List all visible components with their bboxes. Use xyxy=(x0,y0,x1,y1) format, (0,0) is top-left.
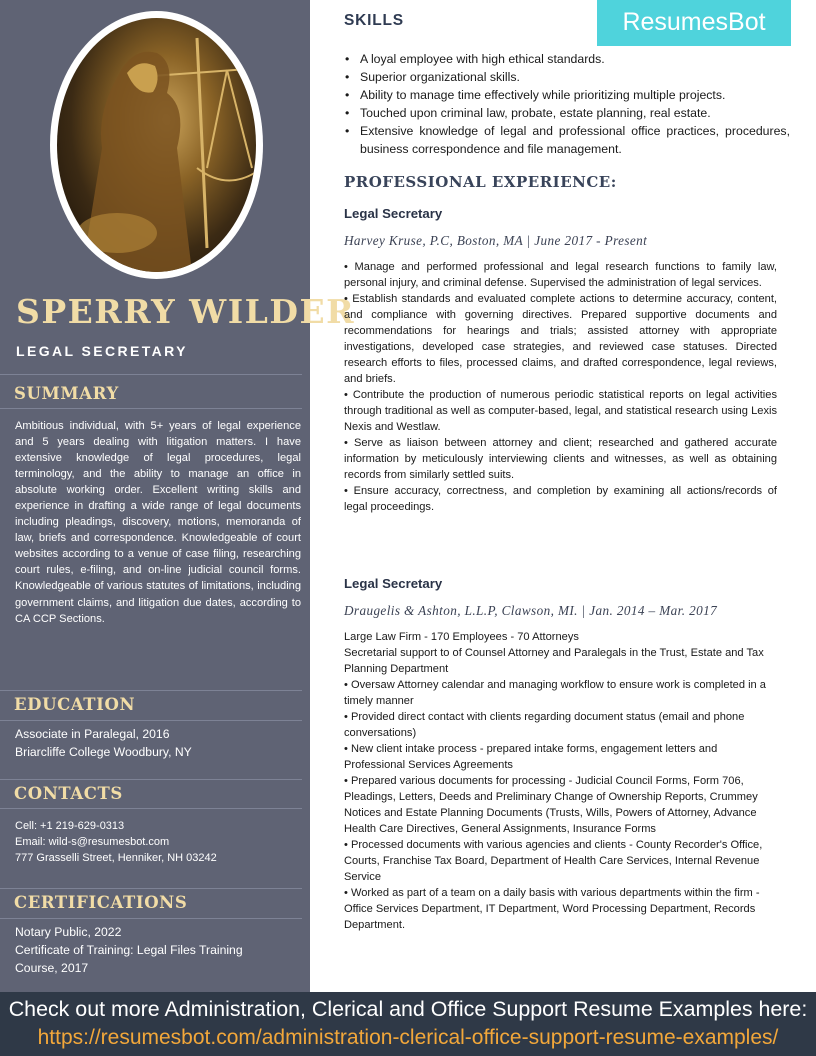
footer-banner xyxy=(0,992,816,1056)
duty-line: Large Law Firm - 170 Employees - 70 Attorneys xyxy=(344,631,579,643)
footer-link[interactable]: https://resumesbot.com/administration-clerical-office-support-resume-examples/ xyxy=(37,1026,779,1049)
education-heading: EDUCATION xyxy=(14,695,136,714)
contact-address: 777 Grasselli Street, Henniker, NH 03242 xyxy=(15,852,217,864)
skills-heading: SKILLS xyxy=(344,12,404,29)
duty-line: • New client intake process - prepared intake forms, engagement letters and Professional Services Agreements xyxy=(344,743,718,771)
education-degree: Associate in Paralegal, 2016 xyxy=(15,727,170,741)
divider xyxy=(0,690,302,691)
certification-item: Notary Public, 2022 xyxy=(15,925,122,939)
divider xyxy=(0,720,302,721)
job-employer: Harvey Kruse, P.C, Boston, MA | June 2017 - Present xyxy=(344,233,648,248)
job-duties xyxy=(344,259,777,515)
duty-line: Secretarial support to of Counsel Attorney and Paralegals in the Trust, Estate and Tax Planning Department xyxy=(344,647,764,675)
job-title: Legal Secretary xyxy=(344,576,443,591)
job-employer: Draugelis & Ashton, L.L.P, Clawson, MI. | Jan. 2014 – Mar. 2017 xyxy=(344,603,718,618)
sidebar xyxy=(0,0,356,992)
job-title: Legal Secretary xyxy=(344,206,443,221)
duty-line: • Provided direct contact with clients regarding document status (email and phone conversations) xyxy=(344,711,745,739)
duty-line: • Contribute the production of numerous periodic statistical reports on legal activities through traditional as well as computer-based, legal, and statistical research using Lexis Nexis and Westlaw. xyxy=(344,389,777,433)
list-item: • Extensive knowledge of legal and professional office practices, procedures, business correspondence and file management. xyxy=(344,122,790,158)
candidate-job-title: LEGAL SECRETARY xyxy=(16,343,188,359)
divider xyxy=(0,779,302,780)
certifications-heading: CERTIFICATIONS xyxy=(14,893,188,912)
duty-line: • Worked as part of a team on a daily basis with various departments within the firm - Office Services Department, IT Department, Word Processing Department, Records Department. xyxy=(344,887,760,931)
experience-heading: PROFESSIONAL EXPERIENCE: xyxy=(344,173,617,191)
list-item: • Ability to manage time effectively while prioritizing multiple projects. xyxy=(344,86,790,104)
profile-photo xyxy=(57,18,256,272)
duty-line: • Oversaw Attorney calendar and managing workflow to ensure work is completed in a timely manner xyxy=(344,679,766,707)
footer-text: Check out more Administration, Clerical and Office Support Resume Examples here: xyxy=(8,997,808,1021)
summary-heading: SUMMARY xyxy=(14,384,119,403)
skills-list xyxy=(344,50,790,159)
contacts-heading: CONTACTS xyxy=(14,784,123,803)
summary-text: Ambitious individual, with 5+ years of legal experience and 5 years dealing with litigation matters. I have extensive knowledge of legal procedures, legal terminology, and the ability to manage an office in absolute working order. Excellent writing skills and experience in drafting a wide range of legal documents including pleadings, discovery, motions, memoranda of law, briefs and correspondence. Knowledgeable of court websites according to a venue of case filing, researching court rules, e-filing, and on-line judicial council forms. Knowledgeable of various statutes of limitations, including government claims, and litigation due dates, according to CA CCP Sections. xyxy=(15,420,301,625)
certification-item: Certificate of Training: Legal Files Training Course, 2017 xyxy=(15,943,243,975)
duty-line: • Prepared various documents for processing - Judicial Council Forms, Form 706, Pleadings, Letters, Deeds and Preliminary Change of Ownership Reports, Crummey Notices and Estate Planning Documents (Trusts, Wills, Powers of Attorney, Advance Health Care Directives, General Assignments, Insurance Forms xyxy=(344,775,758,835)
divider xyxy=(0,808,302,809)
list-item: • A loyal employee with high ethical standards. xyxy=(344,50,790,68)
contact-cell: Cell: +1 219-629-0313 xyxy=(15,820,125,832)
duty-line: • Processed documents with various agencies and clients - County Recorder's Office, Courts, Franchise Tax Board, Department of Health Care Services, Internal Revenue Service xyxy=(344,839,763,883)
duty-line: • Establish standards and evaluated complete actions to determine accuracy, content, and compliance with governing directives. Prepared supportive documents and recommendations for hearings and trials; assisted attorney with appropriate investigations, developed case strategies, and reviewed case statuses. Directed research efforts to files, processed claims, and drafted correspondence, legal reviews, and briefs. xyxy=(344,293,777,385)
divider xyxy=(0,888,302,889)
duty-line: • Serve as liaison between attorney and client; researched and gathered accurate information by meticulously interviewing clients and witnesses, as well as obtaining records from similarly settled suits. xyxy=(344,437,777,481)
list-item: • Touched upon criminal law, probate, estate planning, real estate. xyxy=(344,104,790,122)
job-duties xyxy=(344,629,777,933)
list-item: • Superior organizational skills. xyxy=(344,68,790,86)
duty-line: • Ensure accuracy, correctness, and completion by examining all actions/records of legal proceedings. xyxy=(344,485,777,513)
education-school: Briarcliffe College Woodbury, NY xyxy=(15,745,192,759)
divider xyxy=(0,918,302,919)
candidate-name: SPERRY WILDER xyxy=(16,292,356,331)
contact-info xyxy=(15,818,305,866)
duty-line: • Manage and performed professional and legal research functions to family law, personal injury, and criminal defense. Supervised the administration of legal services. xyxy=(344,261,777,289)
divider xyxy=(0,408,302,409)
resumesbot-logo[interactable]: ResumesBot xyxy=(597,0,791,46)
lady-justice-icon xyxy=(57,18,256,272)
divider xyxy=(0,374,302,375)
contact-email: Email: wild-s@resumesbot.com xyxy=(15,836,170,848)
